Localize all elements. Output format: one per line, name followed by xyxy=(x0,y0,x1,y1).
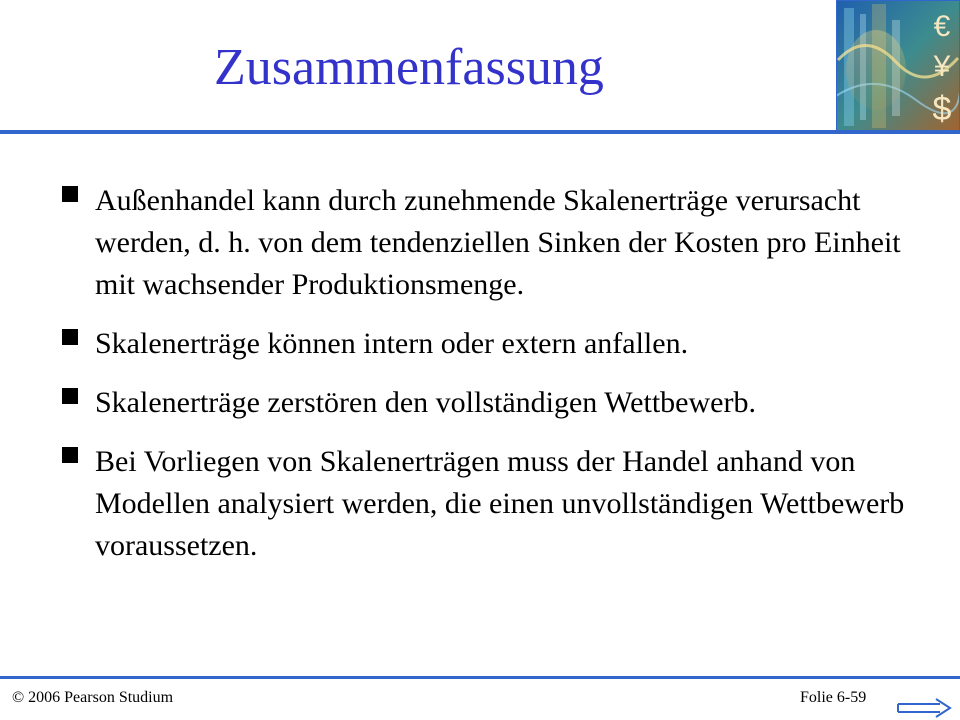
bullet-item xyxy=(60,323,920,365)
square-bullet-icon xyxy=(62,186,78,202)
square-bullet-icon xyxy=(62,447,78,463)
currency-collage-image xyxy=(836,0,960,132)
bullet-item xyxy=(60,382,920,424)
yen-symbol: ¥ xyxy=(933,50,951,83)
copyright-label: © 2006 Pearson Studium xyxy=(12,689,174,706)
bullet-item xyxy=(60,180,920,306)
footer-rule xyxy=(0,676,960,679)
title-underline xyxy=(0,130,960,134)
bullet-text: Skalenerträge zerstören den vollständigen Wettbewerb. xyxy=(95,386,756,419)
bullet-text: Skalenerträge können intern oder extern anfallen. xyxy=(95,327,689,360)
slide-title: Zusammenfassung xyxy=(214,39,604,96)
slide-number: Folie 6-59 xyxy=(800,689,867,706)
square-bullet-icon xyxy=(62,388,78,404)
bullet-list xyxy=(60,180,920,584)
bullet-text: Außenhandel kann durch zunehmende Skalenerträge verursacht werden, d. h. von dem tendenziellen Sinken der Kosten pro Einheit mit wachsender Produktionsmenge. xyxy=(95,184,901,301)
bullet-item xyxy=(60,441,920,567)
dollar-symbol: $ xyxy=(932,90,952,128)
square-bullet-icon xyxy=(62,329,78,345)
euro-symbol: € xyxy=(933,10,951,43)
next-arrow-icon[interactable] xyxy=(896,698,952,718)
bullet-text: Bei Vorliegen von Skalenerträgen muss der Handel anhand von Modellen analysiert werden, die einen unvollständigen Wettbewerb voraussetzen. xyxy=(95,445,905,562)
